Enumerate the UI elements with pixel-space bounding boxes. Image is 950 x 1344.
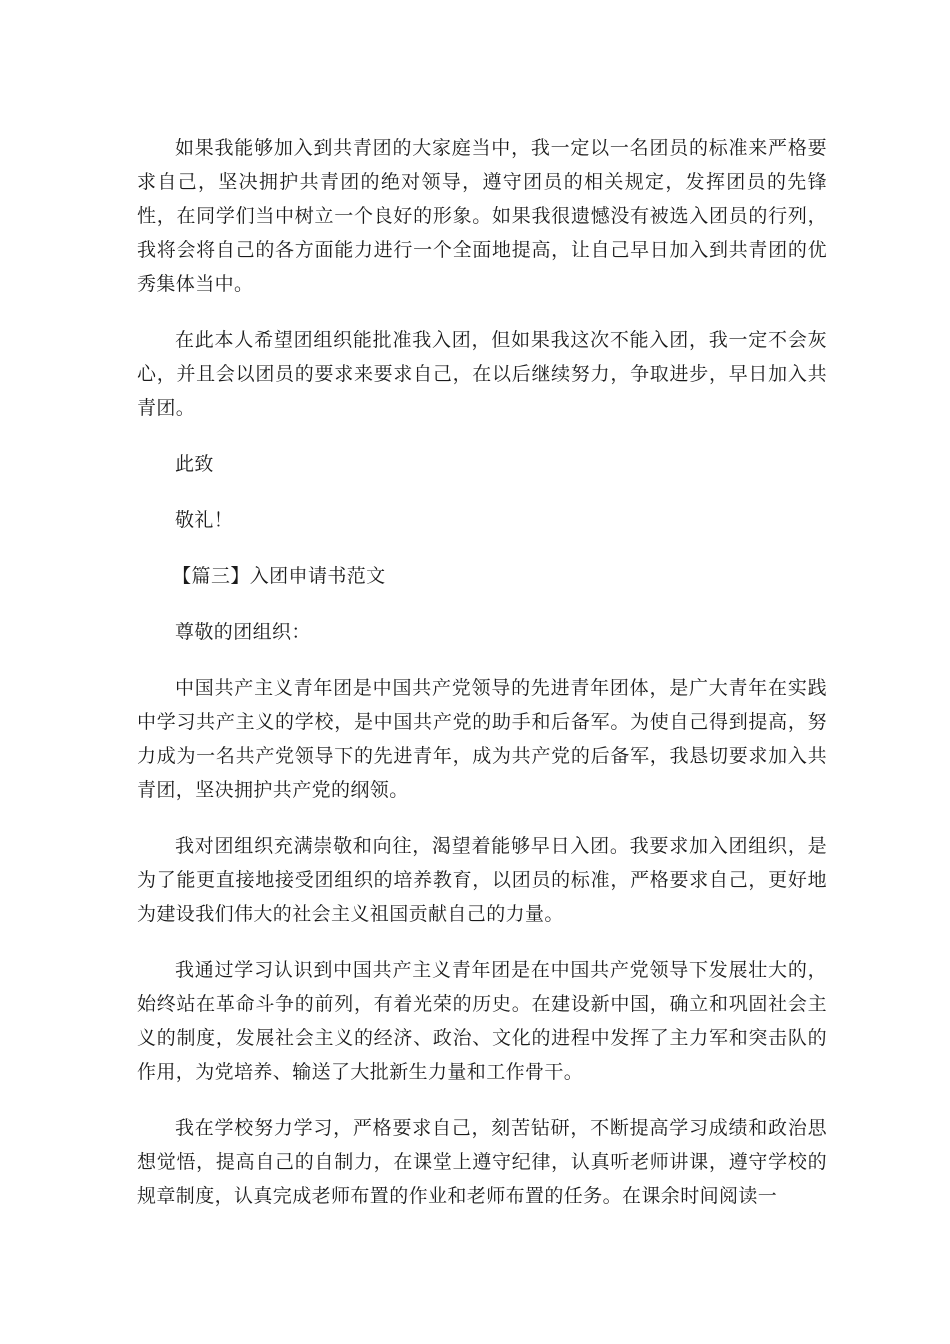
paragraph: 我通过学习认识到中国共产主义青年团是在中国共产党领导下发展壮大的，始终站在革命斗争的前列，有着光荣的历史。在建设新中国，确立和巩固社会主义的制度，发展社会主义的经济、政治、文化的进程中发挥了主力军和突击队的作用，为党培养、输送了大批新生力量和工作骨干。 bbox=[137, 959, 827, 1083]
paragraph: 如果我能够加入到共青团的大家庭当中，我一定以一名团员的标准来严格要求自己，坚决拥护共青团的绝对领导，遵守团员的相关规定，发挥团员的先锋性，在同学们当中树立一个良好的形象。如果我很遗憾没有被选入团员的行列，我将会将自己的各方面能力进行一个全面地提高，让自己早日加入到共青团的优秀集体当中。 bbox=[137, 137, 827, 295]
paragraph: 在此本人希望团组织能批准我入团，但如果我这次不能入团，我一定不会灰心，并且会以团员的要求来要求自己，在以后继续努力，争取进步，早日加入共青团。 bbox=[137, 329, 827, 419]
document-body bbox=[137, 131, 827, 1235]
salutation: 尊敬的团组织： bbox=[175, 621, 311, 643]
paragraph: 我在学校努力学习，严格要求自己，刻苦钻研，不断提高学习成绩和政治思想觉悟，提高自己的自制力，在课堂上遵守纪律，认真听老师讲课，遵守学校的规章制度，认真完成老师布置的作业和老师布置的任务。在课余时间阅读一 bbox=[137, 1117, 827, 1207]
paragraph: 我对团组织充满崇敬和向往，渴望着能够早日入团。我要求加入团组织，是为了能更直接地接受团组织的培养教育，以团员的标准，严格要求自己，更好地为建设我们伟大的社会主义祖国贡献自己的力量。 bbox=[137, 835, 827, 925]
closing-greeting: 此致 bbox=[175, 453, 214, 475]
closing-salute: 敬礼！ bbox=[175, 509, 234, 531]
section-heading: 【篇三】入团申请书范文 bbox=[172, 565, 386, 587]
paragraph: 中国共产主义青年团是中国共产党领导的先进青年团体，是广大青年在实践中学习共产主义的学校，是中国共产党的助手和后备军。为使自己得到提高，努力成为一名共产党领导下的先进青年，成为共产党的后备军，我恳切要求加入共青团，坚决拥护共产党的纲领。 bbox=[137, 677, 827, 801]
